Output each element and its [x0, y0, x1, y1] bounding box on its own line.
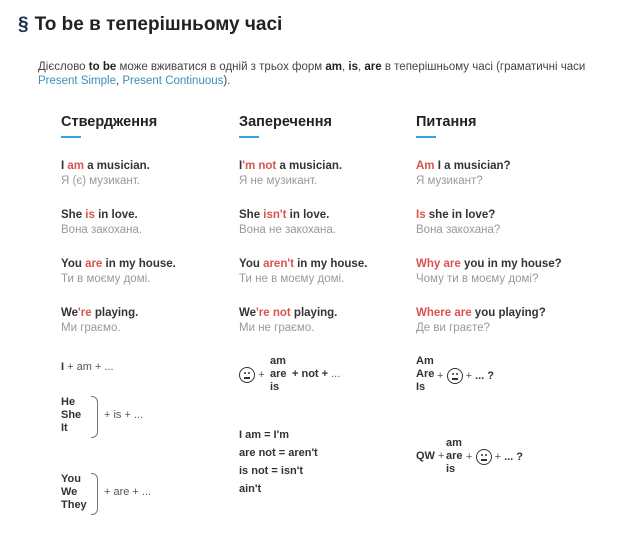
column-title: Питання	[416, 114, 477, 130]
brace	[91, 396, 98, 438]
intro-bold: is	[348, 61, 358, 73]
column-affirmative	[61, 114, 231, 138]
face-icon	[447, 368, 463, 384]
intro-bold: am	[325, 61, 342, 73]
page-title-text: To be в теперішньому часі	[34, 14, 283, 35]
intro-text: ,	[115, 75, 123, 87]
pronoun-stack: You We They	[61, 473, 87, 511]
example-item: We're playing. Ми граємо.	[61, 307, 139, 334]
translation: Вона закохана?	[416, 224, 501, 236]
example-item: You aren't in my house. Ти не в моєму домі.	[239, 258, 368, 285]
translation: Я не музикант.	[239, 175, 318, 187]
intro-text: може вживатися в одній з трьох форм	[116, 61, 326, 73]
contractions-list: I am = I'm are not = aren't is not = isn't ain't	[239, 429, 318, 495]
example-item: She isn't in love. Вона не закохана.	[239, 209, 337, 236]
verb-stack: am are is	[446, 437, 463, 475]
link-present-continuous[interactable]: Present Continuous	[122, 75, 224, 87]
intro-text: ,	[342, 61, 349, 73]
formula-not: + not + ...	[292, 368, 341, 380]
translation: Ми не граємо.	[239, 322, 315, 334]
brace	[91, 473, 98, 515]
example-item: Am I a musician? Я музикант?	[416, 160, 511, 187]
link-present-simple[interactable]: Present Simple	[38, 75, 116, 87]
formula-question: + + ... ?	[437, 368, 494, 384]
example-item: She is in love. Вона закохана.	[61, 209, 143, 236]
translation: Чому ти в моєму домі?	[416, 273, 539, 285]
formula-are: + are + ...	[104, 486, 152, 498]
pronoun-stack: He She It	[61, 396, 82, 434]
column-negative	[239, 114, 409, 138]
translation: Ти в моєму домі.	[61, 273, 151, 285]
example-item: We're not playing. Ми не граємо.	[239, 307, 338, 334]
face-icon	[239, 367, 255, 383]
example-item: I am a musician. Я (є) музикант.	[61, 160, 150, 187]
title-underline	[416, 136, 436, 138]
intro-bold: are	[364, 61, 382, 73]
formula-is: + is + ...	[104, 409, 144, 421]
verb-stack: Am Are Is	[416, 355, 435, 393]
intro-text: ).	[223, 75, 231, 87]
column-title: Заперечення	[239, 114, 332, 130]
translation: Ти не в моєму домі.	[239, 273, 345, 285]
title-underline	[61, 136, 81, 138]
translation: Я музикант?	[416, 175, 483, 187]
example-item: You are in my house. Ти в моєму домі.	[61, 258, 176, 285]
example-item: Where are you playing? Де ви граєте?	[416, 307, 546, 334]
translation: Я (є) музикант.	[61, 175, 140, 187]
face-icon	[476, 449, 492, 465]
column-title: Ствердження	[61, 114, 158, 130]
section-icon: §	[18, 14, 29, 35]
intro-bold: to be	[88, 61, 117, 73]
translation: Де ви граєте?	[416, 322, 490, 334]
formula-qw: QW +	[416, 450, 445, 462]
example-item: Why are you in my house? Чому ти в моєму домі?	[416, 258, 562, 285]
formula-i-am: I + am + ...	[61, 361, 114, 373]
example-item: Is she in love? Вона закохана?	[416, 209, 501, 236]
title-underline	[239, 136, 259, 138]
translation: Вона не закохана.	[239, 224, 337, 236]
intro-text: ,	[357, 61, 365, 73]
formula-negative: +	[239, 367, 265, 383]
example-item: I'm not a musician. Я не музикант.	[239, 160, 343, 187]
translation: Ми граємо.	[61, 322, 121, 334]
verb-stack: am are is	[270, 355, 287, 393]
formula-qw-rest: + + ... ?	[466, 449, 523, 465]
column-question	[416, 114, 586, 138]
intro-paragraph	[38, 60, 598, 88]
intro-text: Дієслово	[38, 61, 89, 73]
page-title	[18, 14, 282, 36]
intro-text: в теперішньому часі (граматичні часи	[381, 61, 586, 73]
translation: Вона закохана.	[61, 224, 143, 236]
